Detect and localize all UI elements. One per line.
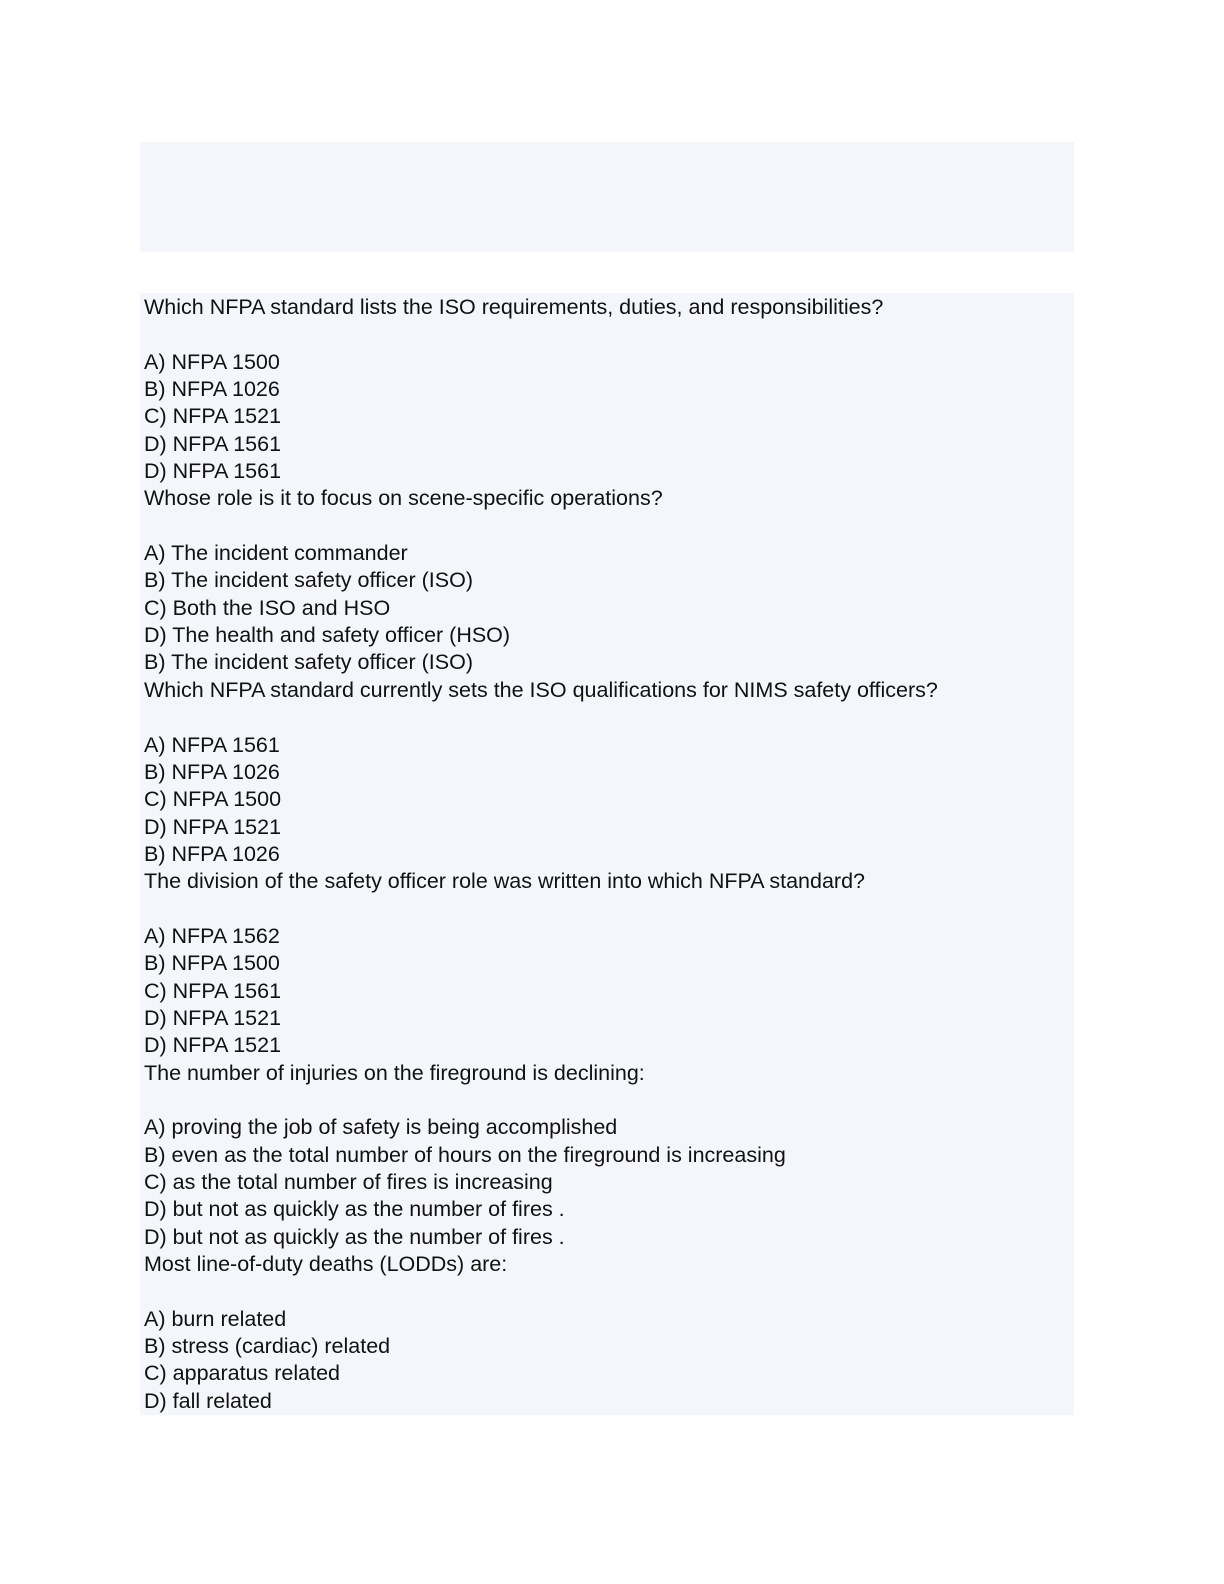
question-block bbox=[144, 485, 1070, 676]
option-c: C) NFPA 1500 bbox=[144, 787, 282, 812]
question-text: Which NFPA standard lists the ISO requirements, duties, and responsibilities? bbox=[144, 295, 884, 319]
option-d: D) fall related bbox=[144, 1388, 272, 1413]
option-c: C) apparatus related bbox=[144, 1361, 340, 1386]
spacer bbox=[144, 321, 1070, 348]
option-d: D) NFPA 1521 bbox=[144, 1005, 282, 1030]
question-block bbox=[144, 1251, 1070, 1415]
question-text: The division of the safety officer role was written into which NFPA standard? bbox=[144, 869, 865, 894]
question-block bbox=[144, 868, 1070, 1059]
spacer bbox=[144, 1087, 1070, 1114]
answer-text: B) NFPA 1026 bbox=[144, 841, 280, 866]
option-b: B) stress (cardiac) related bbox=[144, 1334, 391, 1359]
option-d: D) NFPA 1521 bbox=[144, 814, 282, 839]
question-list bbox=[144, 294, 1070, 1415]
option-b: B) NFPA 1026 bbox=[144, 377, 280, 402]
spacer bbox=[144, 704, 1070, 731]
question-text: Which NFPA standard currently sets the ISO qualifications for NIMS safety officers? bbox=[144, 677, 938, 702]
option-d: D) but not as quickly as the number of fires . bbox=[144, 1197, 565, 1222]
option-b: B) NFPA 1026 bbox=[144, 759, 280, 784]
option-c: C) NFPA 1521 bbox=[144, 404, 282, 429]
option-c: C) Both the ISO and HSO bbox=[144, 595, 391, 620]
option-a: A) NFPA 1562 bbox=[144, 923, 280, 948]
option-b: B) The incident safety officer (ISO) bbox=[144, 568, 474, 593]
option-d: D) NFPA 1561 bbox=[144, 431, 282, 456]
option-a: A) NFPA 1561 bbox=[144, 732, 280, 757]
option-a: A) NFPA 1500 bbox=[144, 349, 280, 374]
answer-text: D) NFPA 1561 bbox=[144, 459, 282, 484]
answer-text: B) The incident safety officer (ISO) bbox=[144, 650, 474, 675]
spacer bbox=[144, 513, 1070, 540]
option-b: B) even as the total number of hours on the fireground is increasing bbox=[144, 1142, 786, 1167]
question-text: Most line-of-duty deaths (LODDs) are: bbox=[144, 1252, 508, 1277]
option-a: A) proving the job of safety is being accomplished bbox=[144, 1115, 618, 1140]
answer-text: D) but not as quickly as the number of fires . bbox=[144, 1224, 565, 1249]
question-block bbox=[144, 1060, 1070, 1251]
option-c: C) as the total number of fires is increasing bbox=[144, 1170, 553, 1194]
option-c: C) NFPA 1561 bbox=[144, 978, 282, 1003]
option-b: B) NFPA 1500 bbox=[144, 951, 280, 976]
header-banner bbox=[140, 142, 1074, 252]
question-block bbox=[144, 677, 1070, 868]
option-a: A) burn related bbox=[144, 1306, 287, 1331]
question-block bbox=[144, 294, 1070, 485]
spacer bbox=[144, 896, 1070, 923]
question-text: The number of injuries on the fireground is declining: bbox=[144, 1060, 645, 1085]
option-a: A) The incident commander bbox=[144, 541, 408, 566]
spacer bbox=[144, 1278, 1070, 1305]
option-d: D) The health and safety officer (HSO) bbox=[144, 623, 511, 648]
answer-text: D) NFPA 1521 bbox=[144, 1033, 282, 1058]
question-text: Whose role is it to focus on scene-specific operations? bbox=[144, 486, 663, 511]
